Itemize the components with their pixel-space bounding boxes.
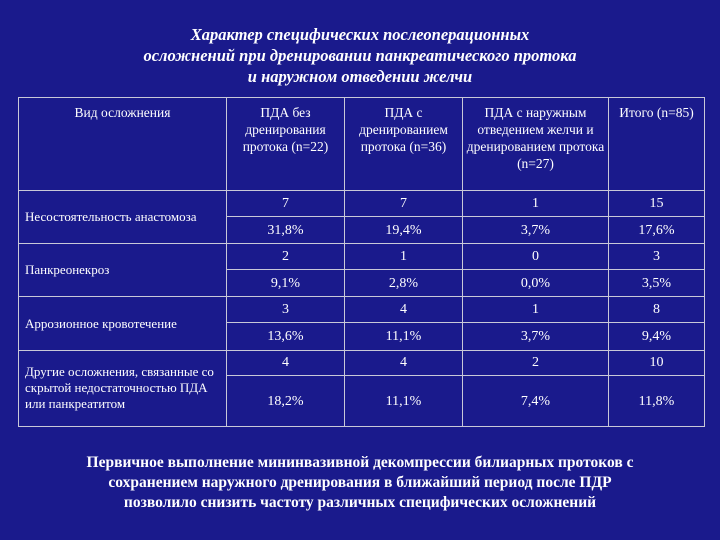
conclusion-line: позволило снизить частоту различных специфических осложнений [123, 494, 597, 511]
table-header-row [19, 98, 705, 191]
percent-cell: 31,8% [227, 216, 345, 244]
count-cell: 0 [463, 244, 609, 269]
header-group-external-bile: ПДА с наружным отведением желчи и дренированием протока (n=27) [463, 98, 609, 191]
count-cell: 1 [345, 244, 463, 269]
percent-cell: 18,2% [227, 376, 345, 427]
title-line: и наружном отведении желчи [247, 67, 473, 86]
count-cell: 3 [609, 244, 705, 269]
count-cell: 4 [345, 350, 463, 375]
percent-cell: 9,1% [227, 269, 345, 297]
count-cell: 4 [345, 297, 463, 322]
header-total: Итого (n=85) [609, 98, 705, 191]
percent-cell: 11,8% [609, 376, 705, 427]
conclusion-text [30, 453, 690, 513]
table-row [19, 350, 705, 375]
percent-cell: 11,1% [345, 322, 463, 350]
complications-table [18, 97, 705, 427]
conclusion-line: сохранением наружного дренирования в ближайший период после ПДР [108, 474, 612, 491]
count-cell: 7 [227, 191, 345, 216]
table-row [19, 191, 705, 216]
header-group-no-drain: ПДА без дренирования протока (n=22) [227, 98, 345, 191]
conclusion-line: Первичное выполнение мининвазивной декомпрессии билиарных протоков с [86, 454, 634, 471]
count-cell: 4 [227, 350, 345, 375]
percent-cell: 13,6% [227, 322, 345, 350]
title-line: Характер специфических послеоперационных [190, 25, 530, 44]
percent-cell: 3,7% [463, 216, 609, 244]
count-cell: 15 [609, 191, 705, 216]
percent-cell: 17,6% [609, 216, 705, 244]
header-group-drain: ПДА с дренированием протока (n=36) [345, 98, 463, 191]
count-cell: 7 [345, 191, 463, 216]
count-cell: 8 [609, 297, 705, 322]
percent-cell: 3,7% [463, 322, 609, 350]
percent-cell: 2,8% [345, 269, 463, 297]
title-line: осложнений при дренировании панкреатического протока [143, 46, 577, 65]
percent-cell: 3,5% [609, 269, 705, 297]
count-cell: 2 [227, 244, 345, 269]
count-cell: 2 [463, 350, 609, 375]
count-cell: 3 [227, 297, 345, 322]
row-label: Другие осложнения, связанные со скрытой недостаточностью ПДА или панкреатитом [19, 350, 227, 426]
table-row [19, 244, 705, 269]
percent-cell: 7,4% [463, 376, 609, 427]
row-label: Несостоятельность анастомоза [19, 191, 227, 244]
slide-title [60, 24, 660, 87]
row-label: Панкреонекроз [19, 244, 227, 297]
percent-cell: 19,4% [345, 216, 463, 244]
row-label: Аррозионное кровотечение [19, 297, 227, 350]
count-cell: 10 [609, 350, 705, 375]
percent-cell: 11,1% [345, 376, 463, 427]
percent-cell: 9,4% [609, 322, 705, 350]
count-cell: 1 [463, 191, 609, 216]
count-cell: 1 [463, 297, 609, 322]
header-complication-type: Вид осложнения [19, 98, 227, 191]
table-row [19, 297, 705, 322]
percent-cell: 0,0% [463, 269, 609, 297]
